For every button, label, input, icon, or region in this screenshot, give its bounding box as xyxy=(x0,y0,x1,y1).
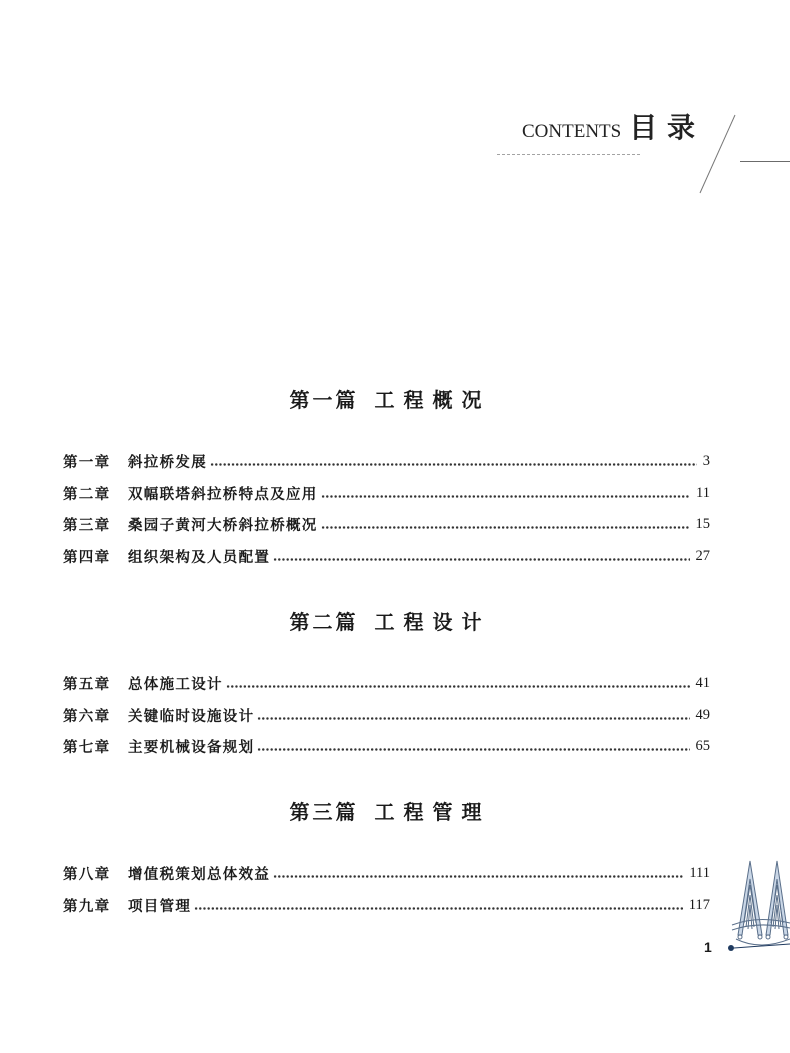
part-section xyxy=(63,384,710,572)
chapter-list xyxy=(63,668,710,763)
footer-page-number: 1 xyxy=(704,939,712,955)
part-title: 工 程 管 理 xyxy=(374,801,484,824)
chapter-label: 第六章 xyxy=(63,708,111,725)
dot-leader xyxy=(257,748,689,751)
cable-stayed-bridge-illustration xyxy=(728,855,790,960)
page-number: 15 xyxy=(695,516,710,533)
contents-header xyxy=(522,106,695,146)
chapter-label: 第二章 xyxy=(63,486,111,503)
contents-label: CONTENTS xyxy=(522,121,622,142)
chapter-label: 第五章 xyxy=(63,676,111,693)
header-diagonal-rule xyxy=(690,108,745,198)
toc-entry xyxy=(63,477,710,509)
chapter-list xyxy=(63,858,710,921)
page-number: 117 xyxy=(688,896,710,913)
page-number: 3 xyxy=(702,452,710,469)
chapter-label: 第一章 xyxy=(63,454,111,471)
page-number: 49 xyxy=(695,706,710,723)
chapter-title: 项目管理 xyxy=(128,898,192,915)
header-dashed-rule xyxy=(497,154,640,155)
toc-entry xyxy=(63,446,710,478)
dot-leader xyxy=(321,495,690,498)
part-title: 工 程 概 况 xyxy=(374,389,484,412)
part-section xyxy=(63,606,710,763)
toc-entry xyxy=(63,858,710,890)
dot-leader xyxy=(273,875,683,878)
part-heading xyxy=(63,796,710,824)
chapter-title: 组织架构及人员配置 xyxy=(128,549,271,566)
part-label: 第一篇 xyxy=(289,389,359,412)
dot-leader xyxy=(321,526,690,529)
part-title: 工 程 设 计 xyxy=(374,611,484,634)
part-heading xyxy=(63,384,710,412)
chapter-list xyxy=(63,446,710,573)
chapter-title: 桑园子黄河大桥斜拉桥概况 xyxy=(128,518,318,535)
page-number: 11 xyxy=(696,484,710,501)
dot-leader xyxy=(257,717,689,720)
dot-leader xyxy=(273,558,689,561)
part-label: 第三篇 xyxy=(289,801,359,824)
chapter-title: 增值税策划总体效益 xyxy=(128,866,271,883)
dot-leader xyxy=(210,463,697,466)
dot-leader xyxy=(226,685,690,688)
toc-entry xyxy=(63,668,710,700)
chapter-title: 总体施工设计 xyxy=(128,676,223,693)
chapter-label: 第九章 xyxy=(63,898,111,915)
chapter-title: 主要机械设备规划 xyxy=(128,740,255,757)
toc-entry xyxy=(63,889,710,921)
chapter-title: 关键临时设施设计 xyxy=(128,708,255,725)
contents-title: 目 录 xyxy=(629,111,695,144)
toc-entry xyxy=(63,699,710,731)
chapter-title: 双幅联塔斜拉桥特点及应用 xyxy=(128,486,318,503)
page-number: 41 xyxy=(695,674,710,691)
part-heading xyxy=(63,606,710,634)
toc-entry xyxy=(63,731,710,763)
chapter-title: 斜拉桥发展 xyxy=(128,454,207,471)
chapter-label: 第四章 xyxy=(63,549,111,566)
chapter-label: 第八章 xyxy=(63,866,111,883)
footer-dot xyxy=(728,945,734,951)
page-number: 111 xyxy=(689,864,710,881)
part-section xyxy=(63,796,710,921)
chapter-label: 第七章 xyxy=(63,740,111,757)
chapter-label: 第三章 xyxy=(63,518,111,535)
toc-entry xyxy=(63,541,710,573)
dot-leader xyxy=(194,907,683,910)
toc-entry xyxy=(63,509,710,541)
page-number: 65 xyxy=(695,738,710,755)
header-solid-rule xyxy=(740,161,790,162)
part-label: 第二篇 xyxy=(289,611,359,634)
page-number: 27 xyxy=(695,547,710,564)
